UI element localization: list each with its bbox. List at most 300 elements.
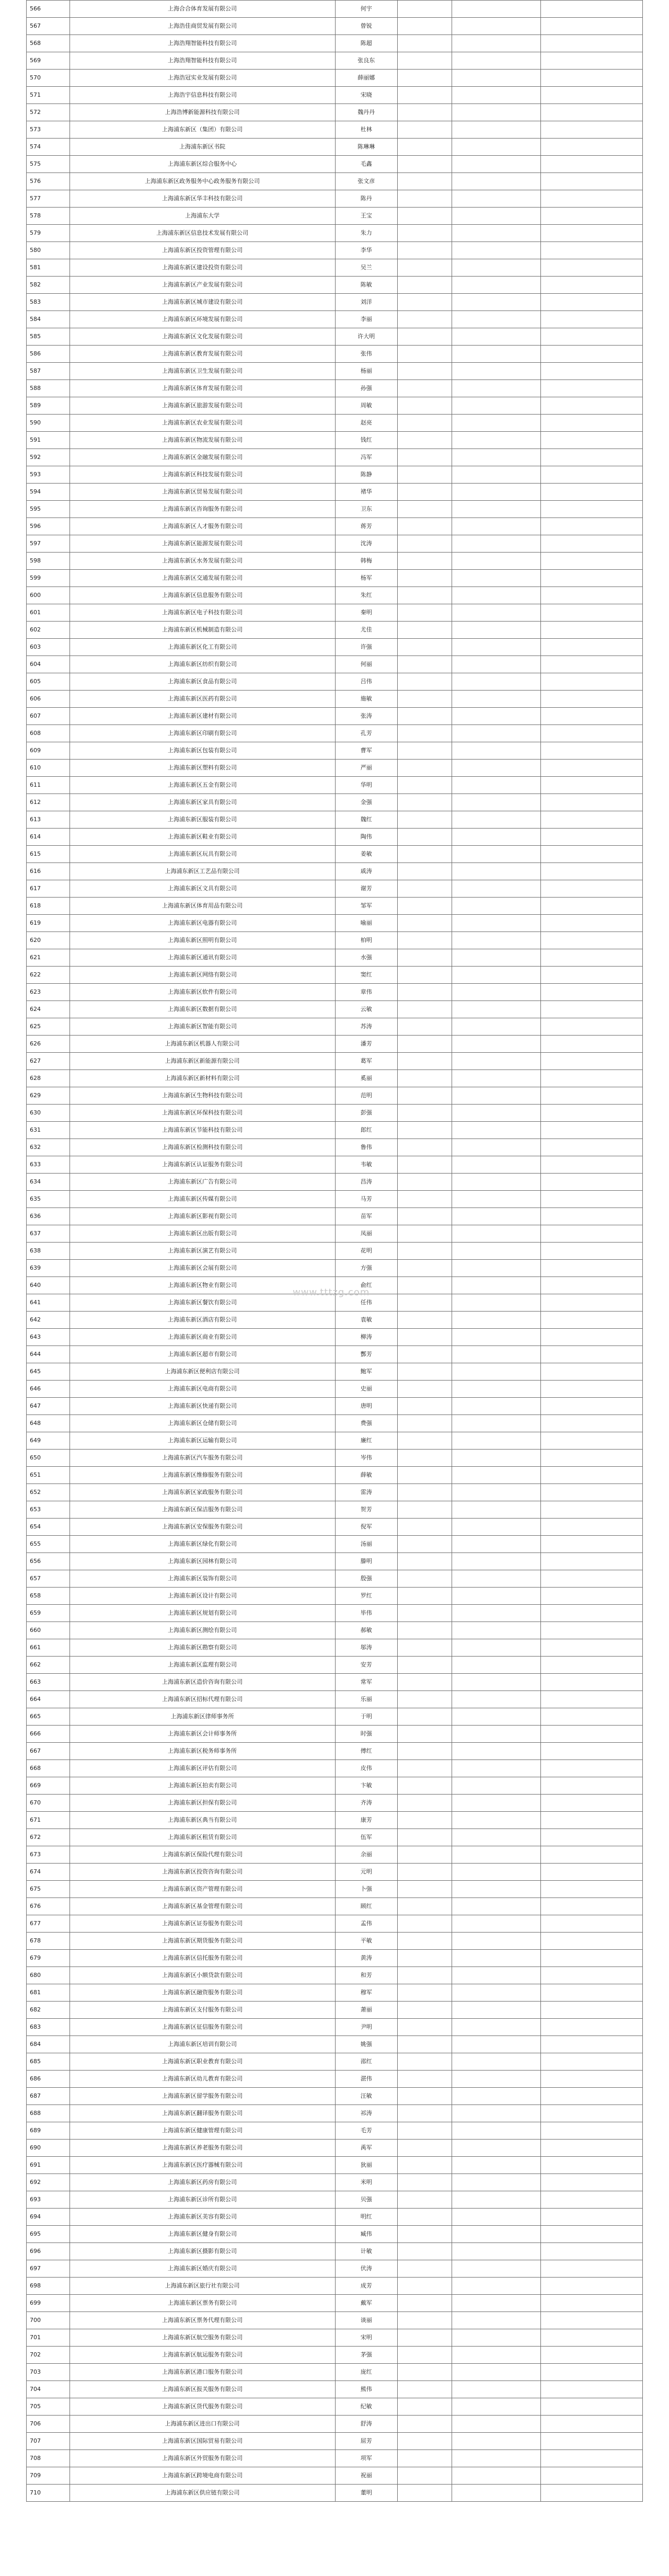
company-name: 上海浦东新区职业教育有限公司 [70,2053,335,2071]
row-number: 576 [27,173,70,190]
table-row [27,2071,643,2088]
company-name: 上海浦东新区医药有限公司 [70,691,335,708]
marker-cell [397,2122,452,2140]
table-row [27,104,643,121]
row-number: 614 [27,829,70,846]
note-cell [540,2278,642,2295]
representative-name: 毛鑫 [335,156,397,173]
marker-cell [397,2398,452,2416]
representative-name: 柏明 [335,932,397,949]
partner-names [452,570,540,587]
representative-name: 何丽 [335,656,397,673]
note-cell [540,570,642,587]
partner-names [452,363,540,380]
row-number: 668 [27,1760,70,1777]
representative-name: 卜强 [335,1881,397,1898]
row-number: 603 [27,639,70,656]
representative-name: 沈涛 [335,535,397,553]
representative-name: 余丽 [335,1846,397,1864]
representative-name: 汪敏 [335,2088,397,2105]
company-name: 上海浦东新区印刷有限公司 [70,725,335,742]
table-row [27,2433,643,2450]
marker-cell [397,742,452,760]
row-number: 586 [27,346,70,363]
partner-names [452,1864,540,1881]
company-name: 上海浦东新区旅行社有限公司 [70,2278,335,2295]
table-row [27,2260,643,2278]
partner-names [452,449,540,466]
representative-name: 水强 [335,949,397,967]
table-row [27,1070,643,1087]
table-row [27,967,643,984]
company-name: 上海浦东新区运输有限公司 [70,1432,335,1450]
partner-names [452,1553,540,1570]
table-row [27,622,643,639]
company-name: 上海浦东新区摄影有限公司 [70,2243,335,2260]
company-name: 上海浦东新区维修服务有限公司 [70,1467,335,1484]
note-cell [540,2019,642,2036]
representative-name: 齐涛 [335,1795,397,1812]
marker-cell [397,2278,452,2295]
note-cell [540,1,642,18]
table-row [27,656,643,673]
representative-name: 元明 [335,1864,397,1881]
table-row [27,1381,643,1398]
row-number: 604 [27,656,70,673]
representative-name: 明红 [335,2209,397,2226]
company-name: 上海浦东新区货代服务有限公司 [70,2398,335,2416]
note-cell [540,208,642,225]
company-name: 上海浩宇信息科技有限公司 [70,87,335,104]
partner-names [452,2209,540,2226]
partner-names [452,484,540,501]
representative-name: 尤佳 [335,622,397,639]
company-name: 上海浦东新区卫生发展有限公司 [70,363,335,380]
row-number: 611 [27,777,70,794]
partner-names [452,311,540,328]
company-name: 上海浦东新区餐饮有限公司 [70,1294,335,1312]
marker-cell [397,1967,452,1984]
company-name: 上海浦东新区诊所有限公司 [70,2191,335,2209]
table-row [27,2209,643,2226]
table-row [27,2157,643,2174]
table-row [27,1795,643,1812]
partner-names [452,1484,540,1501]
company-name: 上海浦东新区药房有限公司 [70,2174,335,2191]
representative-name: 萧丽 [335,2002,397,2019]
representative-name: 谈丽 [335,2312,397,2329]
table-row [27,1950,643,1967]
row-number: 573 [27,121,70,139]
marker-cell [397,2312,452,2329]
partner-names [452,1329,540,1346]
note-cell [540,1225,642,1243]
representative-name: 严丽 [335,760,397,777]
row-number: 634 [27,1174,70,1191]
company-name: 上海浦东新区美容有限公司 [70,2209,335,2226]
row-number: 676 [27,1898,70,1915]
representative-name: 曹军 [335,742,397,760]
row-number: 605 [27,673,70,691]
company-name: 上海浦东新区农业发展有限公司 [70,415,335,432]
marker-cell [397,121,452,139]
table-row [27,880,643,898]
row-number: 600 [27,587,70,604]
representative-name: 臧伟 [335,2226,397,2243]
marker-cell [397,501,452,518]
company-name: 上海浦东新区五金有限公司 [70,777,335,794]
company-name: 上海浦东新区建材有限公司 [70,708,335,725]
partner-names [452,2088,540,2105]
marker-cell [397,518,452,535]
row-number: 648 [27,1415,70,1432]
marker-cell [397,898,452,915]
partner-names [452,2071,540,2088]
row-number: 626 [27,1036,70,1053]
row-number: 615 [27,846,70,863]
marker-cell [397,35,452,52]
representative-name: 范明 [335,1087,397,1105]
partner-names [452,518,540,535]
partner-names [452,2467,540,2485]
table-row [27,1105,643,1122]
partner-names [452,2174,540,2191]
note-cell [540,1346,642,1363]
company-name: 上海浦东新区会计师事务所 [70,1726,335,1743]
partner-names [452,2347,540,2364]
row-number: 703 [27,2364,70,2381]
row-number: 667 [27,1743,70,1760]
table-row [27,1760,643,1777]
note-cell [540,673,642,691]
partner-names [452,984,540,1001]
note-cell [540,1294,642,1312]
row-number: 621 [27,949,70,967]
table-row [27,949,643,967]
company-name: 上海浦东新区勘察有限公司 [70,1639,335,1657]
table-row [27,587,643,604]
table-row [27,1415,643,1432]
marker-cell [397,1018,452,1036]
representative-name: 王宝 [335,208,397,225]
partner-names [452,1639,540,1657]
partner-names [452,1294,540,1312]
marker-cell [397,225,452,242]
row-number: 682 [27,2002,70,2019]
representative-name: 杨丽 [335,363,397,380]
table-row [27,708,643,725]
company-name: 上海浦东新区（集团）有限公司 [70,121,335,139]
representative-name: 杜林 [335,121,397,139]
partner-names [452,466,540,484]
table-row [27,570,643,587]
representative-name: 姚强 [335,2036,397,2053]
note-cell [540,2416,642,2433]
note-cell [540,277,642,294]
company-name: 上海浦东新区保洁服务有限公司 [70,1501,335,1519]
company-name: 上海浦东新区票务有限公司 [70,2295,335,2312]
partner-names [452,397,540,415]
row-number: 641 [27,1294,70,1312]
representative-name: 钱红 [335,432,397,449]
table-row [27,2364,643,2381]
note-cell [540,139,642,156]
company-name: 上海浦东新区城市建设有限公司 [70,294,335,311]
marker-cell [397,2295,452,2312]
marker-cell [397,1588,452,1605]
table-row [27,1036,643,1053]
company-name: 上海浦东新区培训有限公司 [70,2036,335,2053]
company-name: 上海浦东新区进出口有限公司 [70,2416,335,2433]
table-row [27,1018,643,1036]
company-name: 上海浦东新区资产管理有限公司 [70,1881,335,1898]
company-name: 上海浦东新区招标代理有限公司 [70,1691,335,1708]
table-row [27,777,643,794]
table-row [27,2002,643,2019]
representative-name: 米明 [335,2174,397,2191]
row-number: 659 [27,1605,70,1622]
partner-names [452,932,540,949]
company-name: 上海浦东新区票务代理有限公司 [70,2312,335,2329]
company-name: 上海浦东新区网络有限公司 [70,967,335,984]
row-number: 578 [27,208,70,225]
marker-cell [397,1122,452,1139]
representative-name: 茅强 [335,2347,397,2364]
company-name: 上海浦东新区电商有限公司 [70,1381,335,1398]
table-row [27,725,643,742]
representative-name: 禹军 [335,2140,397,2157]
marker-cell [397,2226,452,2243]
row-number: 628 [27,1070,70,1087]
partner-names [452,190,540,208]
representative-name: 孟伟 [335,1915,397,1933]
note-cell [540,1053,642,1070]
row-number: 704 [27,2381,70,2398]
note-cell [540,1898,642,1915]
note-cell [540,535,642,553]
note-cell [540,2450,642,2467]
table-row [27,518,643,535]
row-number: 599 [27,570,70,587]
row-number: 686 [27,2071,70,2088]
note-cell [540,2398,642,2416]
representative-name: 赵亮 [335,415,397,432]
representative-name: 贺芳 [335,1501,397,1519]
partner-names [452,949,540,967]
marker-cell [397,156,452,173]
partner-names [452,1536,540,1553]
company-name: 上海浦东新区照明有限公司 [70,932,335,949]
marker-cell [397,570,452,587]
representative-name: 屈芳 [335,2433,397,2450]
company-name: 上海浦东新区装饰有限公司 [70,1570,335,1588]
company-name: 上海浩翔智能科技有限公司 [70,52,335,70]
table-row [27,553,643,570]
note-cell [540,1415,642,1432]
note-cell [540,242,642,259]
note-cell [540,2347,642,2364]
row-number: 684 [27,2036,70,2053]
representative-name: 姜敏 [335,846,397,863]
company-name: 上海浦东新区人才服务有限公司 [70,518,335,535]
table-row [27,294,643,311]
company-name: 上海浦东新区幼儿教育有限公司 [70,2071,335,2088]
partner-names [452,708,540,725]
marker-cell [397,604,452,622]
table-row [27,1570,643,1588]
marker-cell [397,1087,452,1105]
company-name: 上海浦东新区电子科技有限公司 [70,604,335,622]
row-number: 669 [27,1777,70,1795]
row-number: 633 [27,1156,70,1174]
note-cell [540,1726,642,1743]
partner-names [452,1795,540,1812]
table-row [27,1,643,18]
partner-names [452,553,540,570]
company-name: 上海浦东新区物业有限公司 [70,1277,335,1294]
note-cell [540,1915,642,1933]
note-cell [540,1777,642,1795]
row-number: 625 [27,1018,70,1036]
marker-cell [397,1933,452,1950]
marker-cell [397,1363,452,1381]
marker-cell [397,1864,452,1881]
partner-names [452,2036,540,2053]
representative-name: 唐明 [335,1398,397,1415]
note-cell [540,2088,642,2105]
table-row [27,501,643,518]
note-cell [540,949,642,967]
row-number: 651 [27,1467,70,1484]
note-cell [540,1122,642,1139]
partner-names [452,863,540,880]
marker-cell [397,484,452,501]
note-cell [540,1381,642,1398]
representative-name: 褚华 [335,484,397,501]
representative-name: 苗军 [335,1208,397,1225]
row-number: 592 [27,449,70,466]
table-row [27,1243,643,1260]
note-cell [540,363,642,380]
partner-names [452,2019,540,2036]
table-row [27,1001,643,1018]
marker-cell [397,1,452,18]
company-name: 上海浦东新区广告有限公司 [70,1174,335,1191]
representative-name: 倪军 [335,1519,397,1536]
representative-name: 刘洋 [335,294,397,311]
row-number: 705 [27,2398,70,2416]
table-row [27,87,643,104]
table-row [27,1346,643,1363]
representative-name: 奚丽 [335,1070,397,1087]
table-row [27,2036,643,2053]
note-cell [540,1036,642,1053]
table-row [27,604,643,622]
representative-name: 酆芳 [335,1346,397,1363]
row-number: 649 [27,1432,70,1450]
representative-name: 谢芳 [335,880,397,898]
row-number: 623 [27,984,70,1001]
company-name: 上海浦东新区设计有限公司 [70,1588,335,1605]
partner-names [452,2105,540,2122]
note-cell [540,622,642,639]
partner-names [452,2053,540,2071]
partner-names [452,2278,540,2295]
company-name: 上海浦东大学 [70,208,335,225]
row-number: 692 [27,2174,70,2191]
row-number: 644 [27,1346,70,1363]
table-row [27,225,643,242]
partner-names [452,1933,540,1950]
note-cell [540,1467,642,1484]
note-cell [540,656,642,673]
partner-names [452,380,540,397]
row-number: 665 [27,1708,70,1726]
note-cell [540,2364,642,2381]
row-number: 617 [27,880,70,898]
row-number: 673 [27,1846,70,1864]
note-cell [540,1156,642,1174]
company-name: 上海浦东新区软件有限公司 [70,984,335,1001]
representative-name: 苏涛 [335,1018,397,1036]
roster-table-body [27,1,643,2502]
marker-cell [397,432,452,449]
partner-names [452,225,540,242]
company-name: 上海浦东新区金融发展有限公司 [70,449,335,466]
company-name: 上海浦东新区留学服务有限公司 [70,2088,335,2105]
partner-names [452,1001,540,1018]
row-number: 697 [27,2260,70,2278]
representative-name: 李华 [335,242,397,259]
table-row [27,898,643,915]
table-row [27,846,643,863]
row-number: 678 [27,1933,70,1950]
marker-cell [397,259,452,277]
row-number: 607 [27,708,70,725]
note-cell [540,1105,642,1122]
note-cell [540,1691,642,1708]
marker-cell [397,173,452,190]
marker-cell [397,380,452,397]
note-cell [540,1570,642,1588]
table-row [27,1501,643,1519]
marker-cell [397,1036,452,1053]
partner-names [452,1622,540,1639]
row-number: 652 [27,1484,70,1501]
row-number: 646 [27,1381,70,1398]
note-cell [540,190,642,208]
partner-names [452,898,540,915]
row-number: 601 [27,604,70,622]
table-row [27,1260,643,1277]
note-cell [540,2433,642,2450]
representative-name: 魏丹丹 [335,104,397,121]
company-name: 上海浦东新区拍卖有限公司 [70,1777,335,1795]
row-number: 660 [27,1622,70,1639]
row-number: 597 [27,535,70,553]
marker-cell [397,932,452,949]
table-row [27,1674,643,1691]
company-name: 上海浦东新区外贸服务有限公司 [70,2450,335,2467]
partner-names [452,1,540,18]
company-name: 上海浦东新区新能源有限公司 [70,1053,335,1070]
representative-name: 舒涛 [335,2416,397,2433]
partner-names [452,432,540,449]
representative-name: 何宇 [335,1,397,18]
partner-names [452,2295,540,2312]
row-number: 664 [27,1691,70,1708]
marker-cell [397,1070,452,1087]
